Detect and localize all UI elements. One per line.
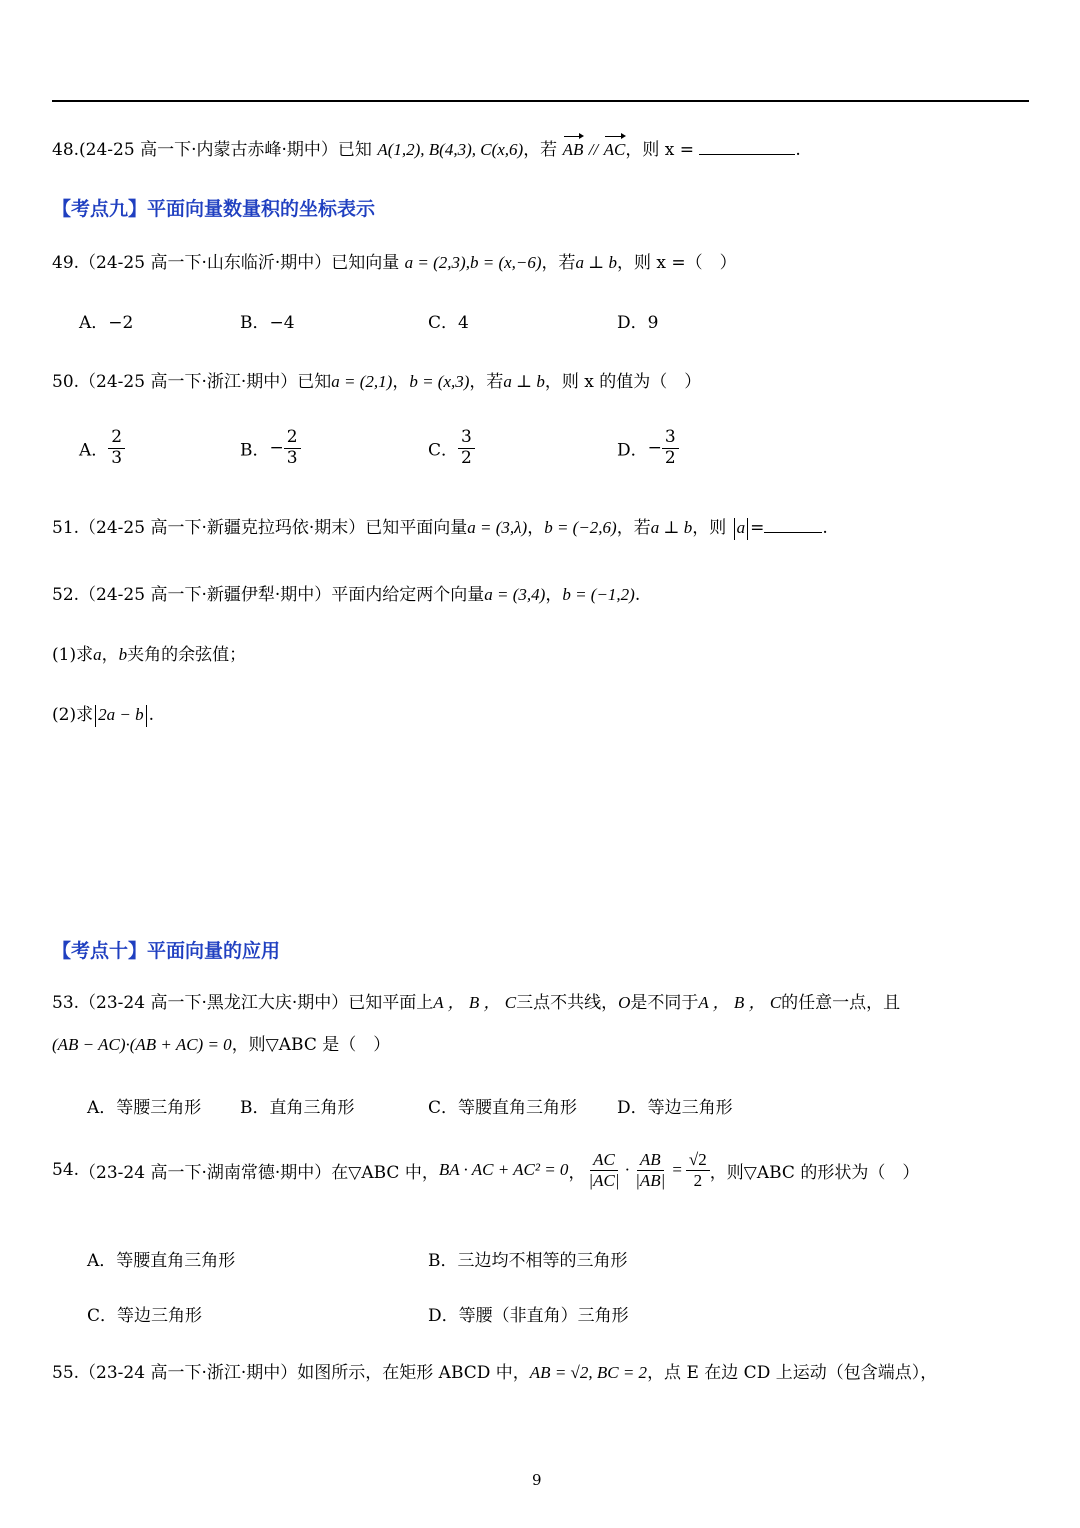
condition-prefix: ，若 bbox=[523, 140, 558, 160]
q50-option-c[interactable]: C． $\frac{3}{2}$ bbox=[428, 428, 475, 468]
points-abc: A ， B ， C bbox=[698, 993, 782, 1012]
period: . bbox=[795, 140, 801, 160]
separator: ， bbox=[568, 1162, 586, 1183]
header-rule bbox=[52, 100, 1029, 102]
question-50 bbox=[52, 367, 701, 392]
question-ask: ，则▽ABC 的形状为（ ） bbox=[709, 1162, 920, 1183]
q49-option-a[interactable]: A．−2 bbox=[79, 313, 134, 333]
q54-option-c[interactable]: C．等边三角形 bbox=[87, 1306, 203, 1326]
question-ask: ，则 x = bbox=[625, 140, 695, 160]
question-number: 53. bbox=[52, 993, 80, 1013]
separator: ， bbox=[545, 585, 563, 605]
perpendicular-condition: a ⊥ b bbox=[650, 518, 693, 537]
vector-b-equation: b = (x,3) bbox=[409, 372, 470, 391]
answer-blank[interactable] bbox=[764, 516, 822, 533]
question-text: 是不同于 bbox=[630, 993, 699, 1013]
vector-b-equation: b = (x,−6) bbox=[469, 253, 542, 272]
separator: ， bbox=[392, 372, 410, 392]
q49-option-d[interactable]: D．9 bbox=[617, 313, 659, 333]
modulus-bar-right bbox=[747, 518, 748, 540]
side-lengths: AB = √2, BC = 2 bbox=[529, 1363, 648, 1382]
condition-prefix: ，若 bbox=[541, 253, 576, 273]
points-expression: A(1,2), B(4,3), C(x,6) bbox=[377, 140, 524, 159]
question-ask: ，则 bbox=[692, 518, 727, 538]
question-source: (24-25 高一下·内蒙古赤峰·期中）已知 bbox=[79, 140, 372, 160]
question-text: 的任意一点，且 bbox=[781, 993, 901, 1013]
vector-expression: BA · AC + AC² = 0 bbox=[438, 1160, 569, 1180]
parallel-symbol: // bbox=[588, 140, 599, 159]
subquestion-text: 夹角的余弦值； bbox=[127, 645, 247, 665]
point-o: O bbox=[618, 993, 631, 1012]
question-number: 51. bbox=[52, 518, 80, 538]
modulus-vector-a: a bbox=[736, 518, 746, 537]
q53-option-c[interactable]: C．等腰直角三角形 bbox=[428, 1098, 578, 1118]
section-heading-10: 【考点十】平面向量的应用 bbox=[52, 940, 281, 962]
question-text: ，点 E 在边 CD 上运动（包含端点）， bbox=[647, 1363, 938, 1383]
vector-b-equation: b = (−1,2) bbox=[562, 585, 635, 604]
question-51 bbox=[52, 513, 828, 540]
subquestion-prefix: (2)求 bbox=[52, 705, 94, 725]
period: . bbox=[634, 585, 641, 605]
question-54 bbox=[52, 1150, 919, 1190]
question-source: （24-25 高一下·新疆伊犁·期中）平面内给定两个向量 bbox=[79, 585, 485, 605]
question-53-line-1 bbox=[52, 988, 900, 1013]
equals-sign: = bbox=[672, 1160, 682, 1180]
q52-subquestion-2 bbox=[52, 700, 154, 727]
vector-a: a bbox=[93, 645, 102, 664]
q50-option-d[interactable]: D．− $\frac{3}{2}$ bbox=[617, 428, 679, 468]
fraction-ab: $\frac{AB}{|AB|}$ bbox=[635, 1150, 666, 1190]
q49-option-c[interactable]: C．4 bbox=[428, 313, 469, 333]
question-ask: ，则▽ABC 是（ ） bbox=[231, 1035, 391, 1055]
q52-subquestion-1 bbox=[52, 640, 246, 665]
question-number: 54. bbox=[52, 1160, 80, 1181]
q53-option-d[interactable]: D．等边三角形 bbox=[617, 1098, 733, 1118]
period: . bbox=[822, 518, 828, 538]
modulus-bar-left bbox=[95, 705, 96, 727]
vector-a-equation: a = (2,1) bbox=[331, 372, 393, 391]
question-55 bbox=[52, 1358, 937, 1383]
modulus-expression: 2a − b bbox=[98, 705, 144, 724]
vector-a-equation: a = (3,λ) bbox=[467, 518, 528, 537]
dot-operator: · bbox=[624, 1160, 631, 1180]
page-number: 9 bbox=[532, 1471, 542, 1489]
question-source: （23-24 高一下·黑龙江大庆·期中）已知平面上 bbox=[79, 993, 434, 1013]
vector-a-equation: a = (2,3), bbox=[404, 253, 470, 272]
q50-option-a[interactable]: A． $\frac{2}{3}$ bbox=[79, 428, 125, 468]
q53-option-a[interactable]: A．等腰三角形 bbox=[87, 1098, 202, 1118]
section-heading-9: 【考点九】平面向量数量积的坐标表示 bbox=[52, 198, 376, 220]
q53-option-b[interactable]: B．直角三角形 bbox=[240, 1098, 355, 1118]
question-52 bbox=[52, 580, 640, 605]
modulus-bar-left bbox=[734, 518, 735, 540]
vector-b: b bbox=[118, 645, 128, 664]
points-abc: A ， B ， C bbox=[433, 993, 517, 1012]
separator: ， bbox=[101, 645, 119, 665]
condition-prefix: ，若 bbox=[469, 372, 504, 392]
question-source: （23-24 高一下·浙江·期中）如图所示，在矩形 ABCD 中， bbox=[79, 1363, 530, 1383]
perpendicular-condition: a ⊥ b bbox=[575, 253, 618, 272]
question-ask: ，则 x =（ ） bbox=[617, 253, 737, 273]
question-source: （24-25 高一下·山东临沂·期中）已知向量 bbox=[79, 253, 400, 273]
perpendicular-condition: a ⊥ b bbox=[503, 372, 545, 391]
vector-expression: (AB − AC)·(AB + AC) = 0 bbox=[52, 1035, 232, 1054]
vector-b-equation: b = (−2,6) bbox=[544, 518, 617, 537]
question-number: 48. bbox=[52, 140, 80, 160]
question-number: 50. bbox=[52, 372, 80, 392]
condition-prefix: ，若 bbox=[616, 518, 651, 538]
q50-option-b[interactable]: B．− $\frac{2}{3}$ bbox=[240, 428, 301, 468]
answer-blank[interactable] bbox=[699, 138, 795, 155]
vector-ab: AB bbox=[562, 140, 584, 159]
vector-ac: AC bbox=[603, 140, 626, 159]
question-48 bbox=[52, 135, 801, 160]
subquestion-prefix: (1)求 bbox=[52, 645, 94, 665]
question-ask: ，则 x 的值为（ ） bbox=[544, 372, 702, 392]
question-49 bbox=[52, 248, 737, 273]
fraction-ac: $\frac{AC}{|AC|}$ bbox=[588, 1150, 620, 1190]
question-53-line-2 bbox=[52, 1030, 390, 1055]
q54-option-b[interactable]: B．三边均不相等的三角形 bbox=[428, 1251, 628, 1271]
fraction-rhs: $\frac{√2}{2}$ bbox=[686, 1150, 710, 1190]
question-source: （23-24 高一下·湖南常德·期中）在▽ABC 中， bbox=[79, 1162, 439, 1183]
question-number: 55. bbox=[52, 1363, 80, 1383]
q49-option-b[interactable]: B．−4 bbox=[240, 313, 295, 333]
separator: ， bbox=[527, 518, 545, 538]
question-source: （24-25 高一下·新疆克拉玛依·期末）已知平面向量 bbox=[79, 518, 468, 538]
equals-sign: = bbox=[750, 518, 765, 538]
question-number: 52. bbox=[52, 585, 80, 605]
vector-a-equation: a = (3,4) bbox=[484, 585, 546, 604]
q54-option-a[interactable]: A．等腰直角三角形 bbox=[87, 1251, 236, 1271]
question-text: 三点不共线， bbox=[516, 993, 619, 1013]
question-source: （24-25 高一下·浙江·期中）已知 bbox=[79, 372, 332, 392]
question-number: 49. bbox=[52, 253, 80, 273]
period: . bbox=[148, 705, 154, 725]
q54-option-d[interactable]: D．等腰（非直角）三角形 bbox=[428, 1306, 629, 1326]
modulus-bar-right bbox=[146, 705, 147, 727]
